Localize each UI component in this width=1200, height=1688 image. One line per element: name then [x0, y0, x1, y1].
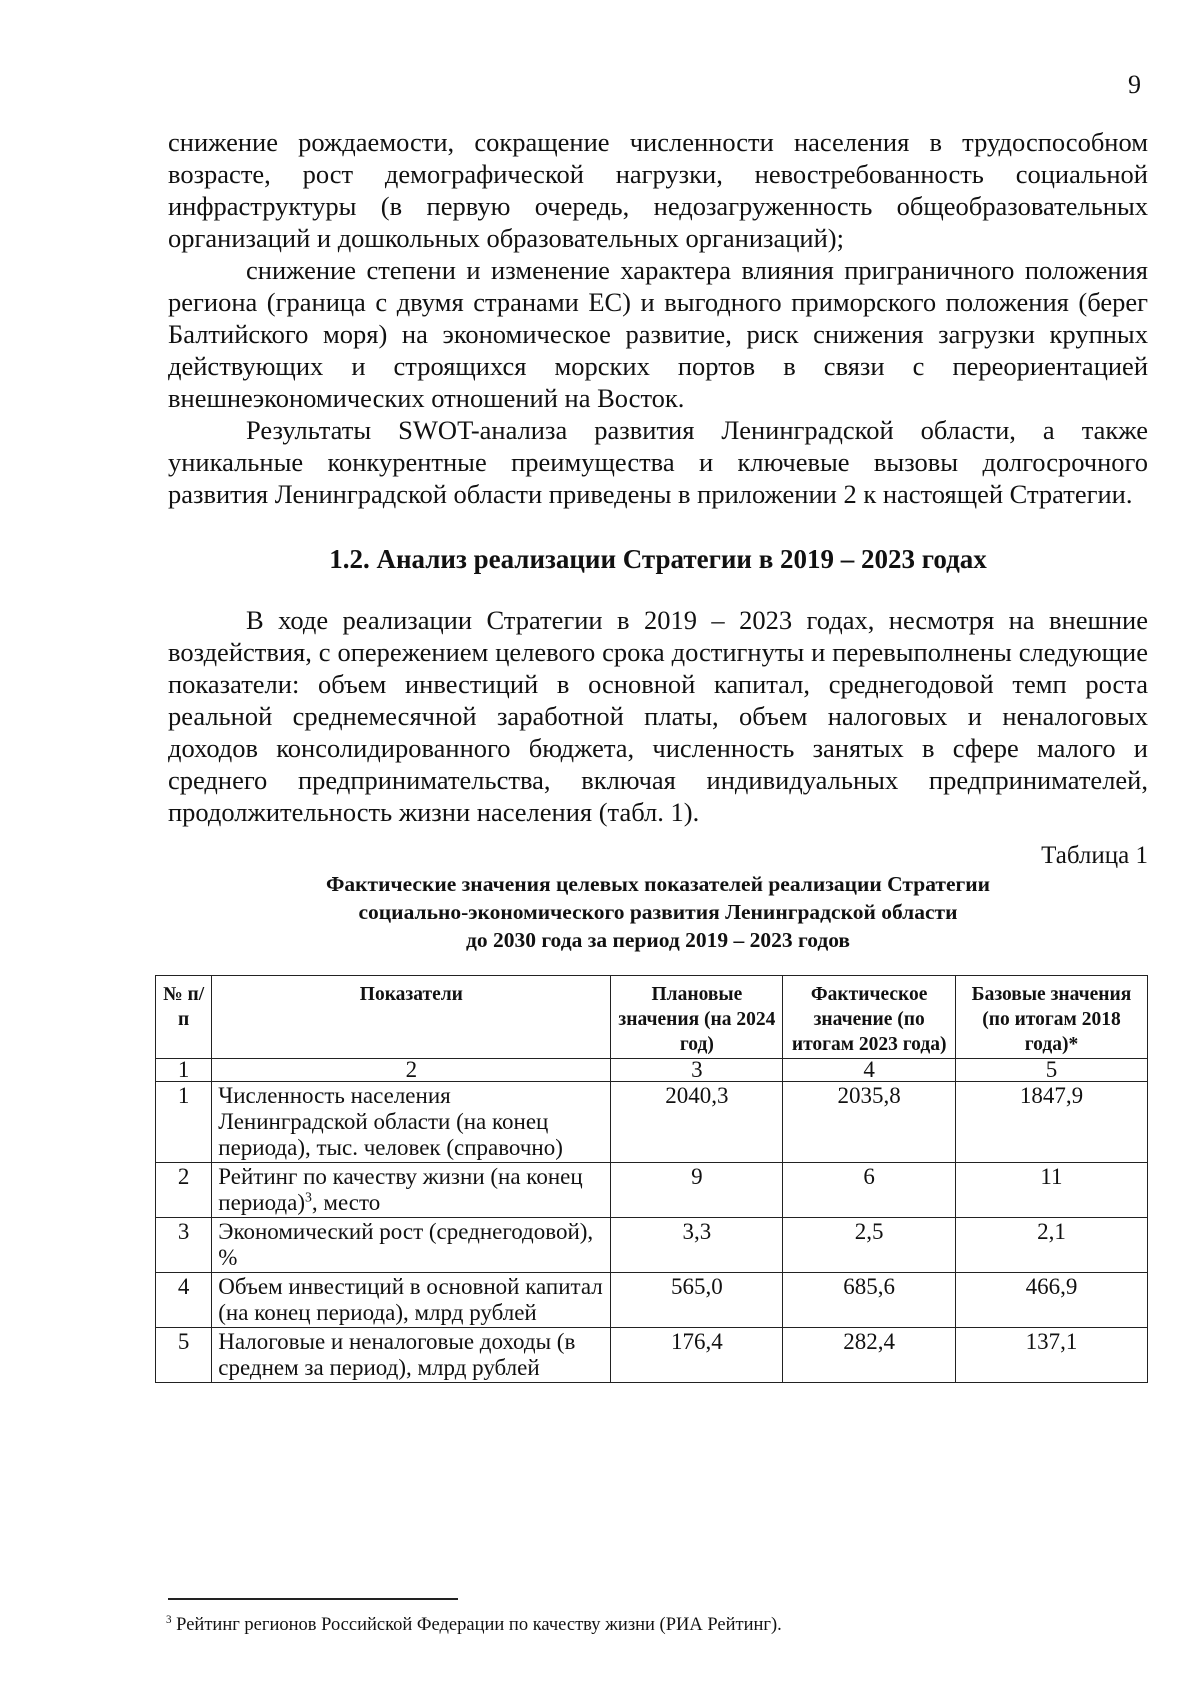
- row-plan-value: 2040,3: [611, 1082, 783, 1163]
- row-fact-value: 2,5: [783, 1218, 956, 1273]
- column-number: 5: [955, 1059, 1147, 1082]
- paragraph: снижение степени и изменение характера влияния приграничного положения региона (граница с двумя странами ЕС) и выгодного приморского положения (берег Балтийского моря) на экономическое развитие, риск снижения загрузки крупных действующих и строящихся морских портов в связи с переориентацией внешнеэкономических отношений на Восток.: [168, 255, 1148, 413]
- paragraph: В ходе реализации Стратегии в 2019 – 2023 годах, несмотря на внешние воздействия, с опережением целевого срока достигнуты и перевыполнены следующие показатели: объем инвестиций в основной капитал, среднегодовой темп роста реальной среднемесячной заработной платы, объем налоговых и неналоговых доходов консолидированного бюджета, численность занятых в сфере малого и среднего предпринимательства, включая индивидуальных предпринимателей, продолжительность жизни населения (табл. 1).: [168, 605, 1148, 827]
- column-number-row: [156, 1059, 1148, 1082]
- table-title-line: до 2030 года за период 2019 – 2023 годов: [465, 928, 851, 952]
- table-row: [156, 1082, 1148, 1163]
- header-base: Базовые значения (по итогам 2018 года)*: [955, 976, 1147, 1059]
- table-title: [168, 870, 1148, 954]
- footnote: [166, 1615, 1146, 1636]
- row-indicator: Налоговые и неналоговые доходы (в среднем за период), млрд рублей: [212, 1328, 611, 1383]
- row-plan-value: 9: [611, 1163, 783, 1218]
- row-base-value: 466,9: [955, 1273, 1147, 1328]
- column-number: 1: [156, 1059, 212, 1082]
- header-name: Показатели: [212, 976, 611, 1059]
- row-indicator: Численность населения Ленинградской области (на конец периода), тыс. человек (справочно): [212, 1082, 611, 1163]
- column-number: 2: [212, 1059, 611, 1082]
- table-row: [156, 1273, 1148, 1328]
- row-fact-value: 282,4: [783, 1328, 956, 1383]
- header-plan: Плановые значения (на 2024 год): [611, 976, 783, 1059]
- row-no: 5: [156, 1328, 212, 1383]
- row-fact-value: 685,6: [783, 1273, 956, 1328]
- row-base-value: 11: [955, 1163, 1147, 1218]
- body-text-block-1: [168, 126, 1148, 510]
- table-row: [156, 1218, 1148, 1273]
- table-label: Таблица 1: [1041, 842, 1148, 869]
- row-plan-value: 565,0: [611, 1273, 783, 1328]
- row-indicator: [212, 1163, 611, 1218]
- header-no: № п/п: [156, 976, 212, 1059]
- table-title-line: Фактические значения целевых показателей реализации Стратегии: [325, 872, 991, 896]
- footnote-marker: 3: [166, 1613, 172, 1626]
- body-text-block-2: [168, 604, 1148, 828]
- footnote-text: Рейтинг регионов Российской Федерации по качеству жизни (РИА Рейтинг).: [171, 1615, 782, 1635]
- header-fact: Фактическое значение (по итогам 2023 года): [783, 976, 956, 1059]
- page-number: 9: [1128, 70, 1141, 99]
- row-fact-value: 2035,8: [783, 1082, 956, 1163]
- section-heading: 1.2. Анализ реализации Стратегии в 2019 – 2023 годах: [329, 544, 987, 574]
- row-no: 1: [156, 1082, 212, 1163]
- paragraph: снижение рождаемости, сокращение численности населения в трудоспособном возрасте, рост демографической нагрузки, невостребованность социальной инфраструктуры (в первую очередь, недозагруженность общеобразовательных организаций и дошкольных образовательных организаций);: [168, 127, 1148, 253]
- row-base-value: 2,1: [955, 1218, 1147, 1273]
- paragraph: Результаты SWOT-анализа развития Ленинградской области, а также уникальные конкурентные преимущества и ключевые вызовы долгосрочного развития Ленинградской области приведены в приложении 2 к настоящей Стратегии.: [168, 415, 1148, 509]
- row-no: 3: [156, 1218, 212, 1273]
- row-indicator: Экономический рост (среднегодовой), %: [212, 1218, 611, 1273]
- column-number: 3: [611, 1059, 783, 1082]
- column-number: 4: [783, 1059, 956, 1082]
- row-indicator: Объем инвестиций в основной капитал (на конец периода), млрд рублей: [212, 1273, 611, 1328]
- row-plan-value: 176,4: [611, 1328, 783, 1383]
- footnote-reference: 3: [305, 1189, 312, 1205]
- table-row: [156, 1328, 1148, 1383]
- row-fact-value: 6: [783, 1163, 956, 1218]
- row-no: 4: [156, 1273, 212, 1328]
- indicators-table: [155, 975, 1148, 1383]
- footnote-divider: [168, 1598, 458, 1600]
- table-title-line: социально-экономического развития Ленинградской области: [358, 900, 958, 924]
- row-base-value: 1847,9: [955, 1082, 1147, 1163]
- row-base-value: 137,1: [955, 1328, 1147, 1383]
- table-row: [156, 1163, 1148, 1218]
- row-indicator-text: Рейтинг по качеству жизни (на конец периода): [218, 1164, 583, 1215]
- row-no: 2: [156, 1163, 212, 1218]
- table-header-row: [156, 976, 1148, 1059]
- row-indicator-text: , место: [311, 1190, 381, 1215]
- row-plan-value: 3,3: [611, 1218, 783, 1273]
